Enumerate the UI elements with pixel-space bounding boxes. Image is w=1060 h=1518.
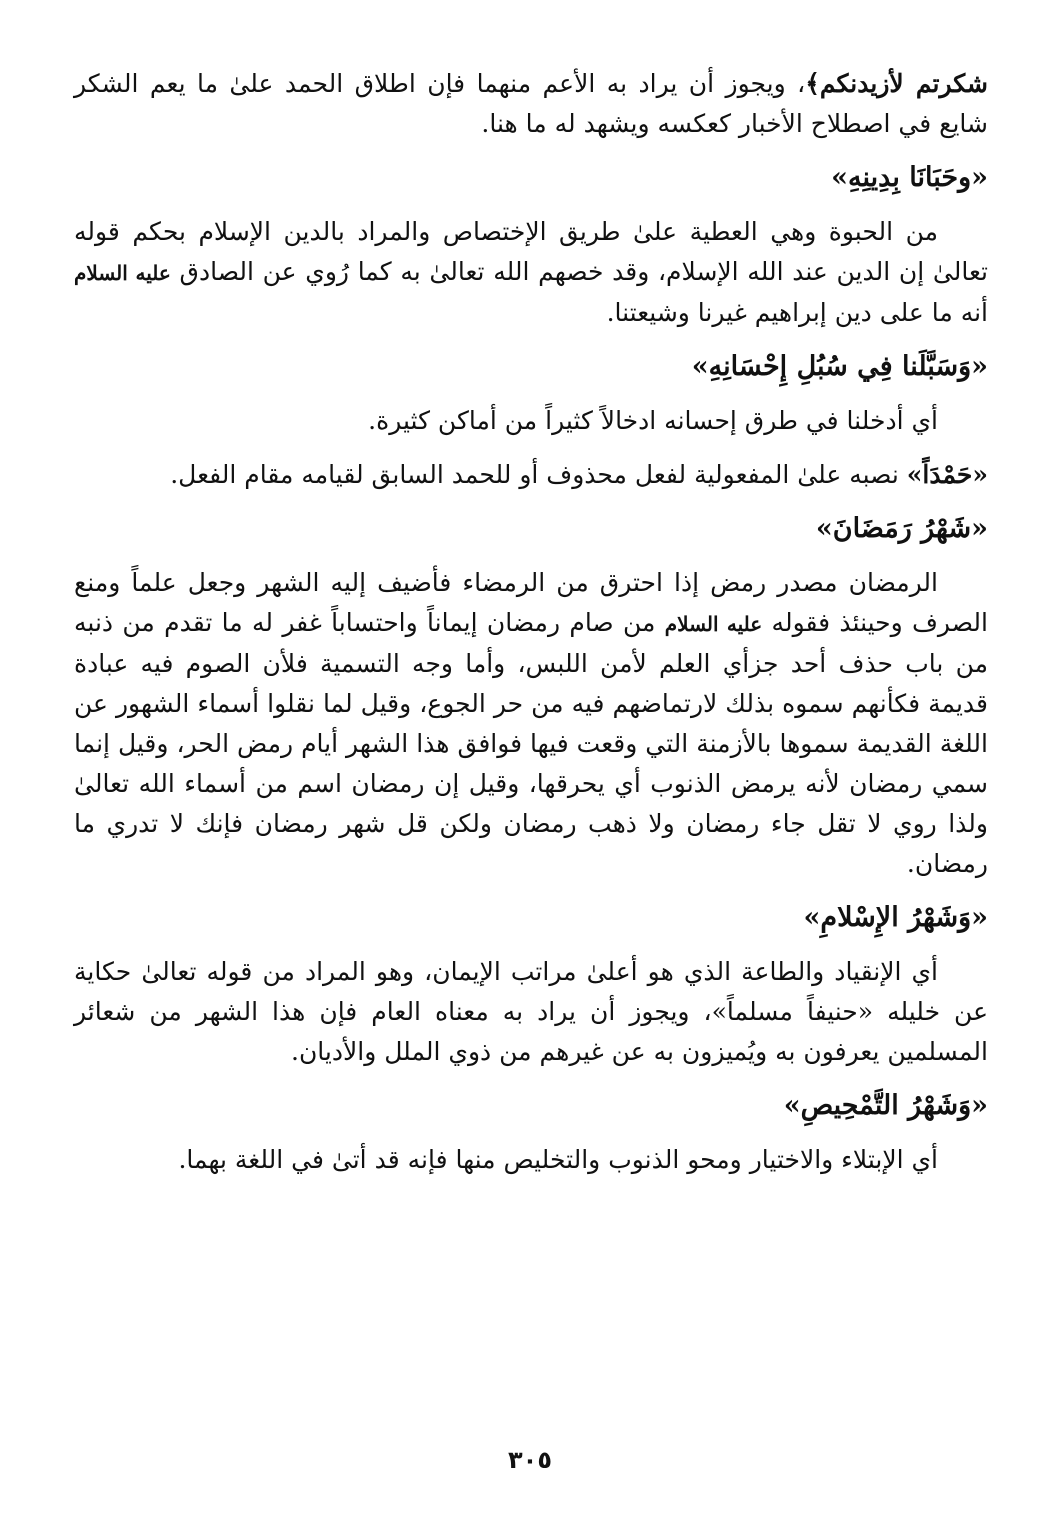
section-heading-ramadan: «شَهْرُ رَمَضَانَ» xyxy=(815,513,988,544)
honorific-symbol: عليه السلام xyxy=(74,261,171,285)
honorific-symbol: عليه السلام xyxy=(664,612,763,636)
paragraph-text: أنه ما على دين إبراهيم غيرنا وشيعتنا. xyxy=(606,298,988,327)
paragraph-text: من صام رمضان إيماناً واحتساباً غفر له ما تقدم من ذنبه من باب حذف أحد جزأي العلم لأمن اللبس، وأما وجه التسمية فلأن الصوم فيه عبادة قديمة فكأنهم سموه بذلك لارتماضهم فيه من حر الجوع، وقيل لما نقلوا أسماء الشهور عن اللغة القديمة سموها بالأزمنة التي وقعت فيها فوافق هذا الشهر أيام رمض الحر، وقيل إنما سمي رمضان لأنه يرمض الذنوب أي يحرقها، وقيل إن رمضان اسم من أسماء الله تعالىٰ ولذا روي لا تقل جاء رمضان ولا ذهب رمضان ولكن قل شهر رمضان فإنك لا تدري ما رمضان. xyxy=(74,608,988,878)
paragraph-text: من الحبوة وهي العطية علىٰ طريق الإختصاص والمراد بالدين الإسلام بحكم قوله تعالىٰ إن الدين عند الله الإسلام، وقد خصهم الله تعالىٰ به كما رُوي عن الصادق xyxy=(74,217,988,286)
section-heading-sabbalana: «وَسَبَّلَنا فِي سُبُلِ إِحْسَانِهِ» xyxy=(691,351,988,382)
page-number: ٣٠٥ xyxy=(508,1446,552,1474)
section-heading-tamhis: «وَشَهْرُ التَّمْحِيصِ» xyxy=(783,1090,988,1121)
section-heading-islam: «وَشَهْرُ الإِسْلامِ» xyxy=(803,902,988,933)
section-text-ramadan xyxy=(74,563,988,884)
paragraph-text: الرمضان مصدر رمض إذا احترق من الرمضاء فأضيف إليه الشهر وجعل علماً ومنع الصرف وحينئذ فقوله xyxy=(74,568,988,637)
inline-heading-hamdan: «حَمْدَاً» xyxy=(906,460,988,489)
section-text-islam: أي الإنقياد والطاعة الذي هو أعلىٰ مراتب الإيمان، وهو المراد من قوله تعالىٰ حكاية عن خليله «حنيفاً مسلماً»، ويجوز أن يراد به معناه العام فإن هذا الشهر من شعائر المسلمين يعرفون به ويُميزون به عن غيرهم من ذوي الملل والأديان. xyxy=(74,957,988,1066)
section-text-habana xyxy=(74,212,988,333)
section-hamdan xyxy=(74,455,988,495)
paragraph-text: نصبه علىٰ المفعولية لفعل محذوف أو للحمد السابق لقيامه مقام الفعل. xyxy=(170,460,899,489)
page-body xyxy=(74,64,988,1194)
top-paragraph xyxy=(74,64,988,144)
paragraph-text: ، ويجوز أن يراد به الأعم منهما فإن اطلاق الحمد علىٰ ما يعم الشكر شايع في اصطلاح الأخبار كعكسه ويشهد له ما هنا. xyxy=(74,69,988,138)
section-text-tamhis: أي الإبتلاء والاختيار ومحو الذنوب والتخليص منها فإنه قد أتىٰ في اللغة بهما. xyxy=(178,1145,938,1174)
quote-fragment: شكرتم لأزيدنكم﴾ xyxy=(805,69,989,98)
section-heading-habana: «وحَبَانَا بِدِينِهِ» xyxy=(831,162,988,193)
section-text-sabbalana: أي أدخلنا في طرق إحسانه ادخالاً كثيراً من أماكن كثيرة. xyxy=(368,406,938,435)
